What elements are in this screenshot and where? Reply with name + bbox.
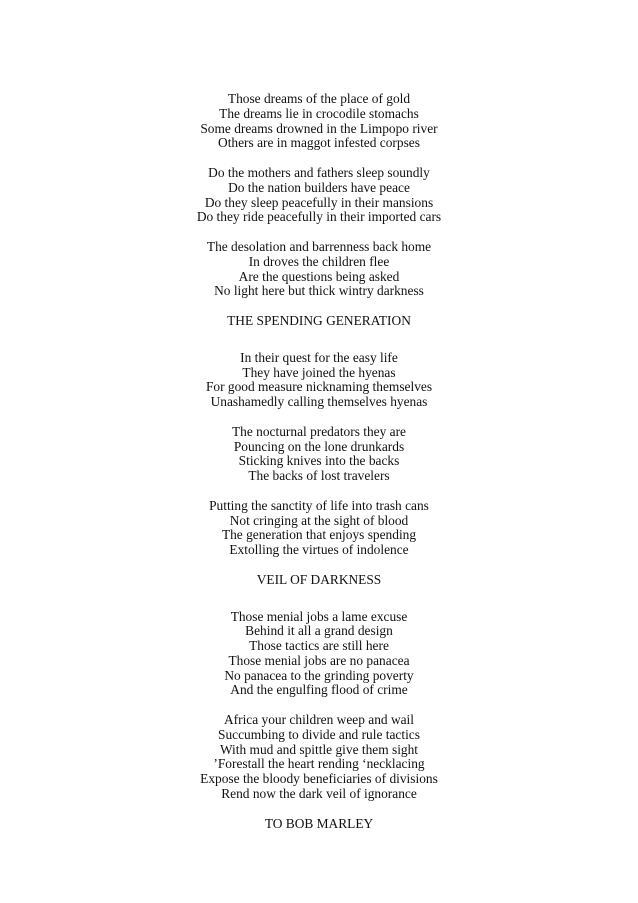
stanza <box>0 499 638 558</box>
poem-line: Those dreams of the place of gold <box>227 91 411 106</box>
poem-line: Do they sleep peacefully in their mansions <box>204 194 434 210</box>
poem-line: The nocturnal predators they are <box>232 423 406 439</box>
poem-line: No light here but thick wintry darkness <box>214 283 424 299</box>
poem-line: They have joined the hyenas <box>242 364 396 380</box>
poem-title: THE SPENDING GENERATION <box>227 312 411 328</box>
poem-column <box>0 92 638 853</box>
poem-line: The desolation and barrenness back home <box>206 238 432 254</box>
poem-line: The backs of lost travelers <box>248 468 390 484</box>
poem-line: Do the nation builders have peace <box>228 179 410 195</box>
poem-line: Africa your children weep and wail <box>224 712 414 728</box>
poem-title: TO BOB MARLEY <box>264 815 374 831</box>
poem-line: Succumbing to divide and rule tactics <box>218 726 420 742</box>
poem-line: Others are in maggot infested corpses <box>218 135 420 151</box>
poem-line: Those menial jobs a lame excuse <box>230 608 408 624</box>
stanza <box>0 240 638 299</box>
poem-line: For good measure nicknaming themselves <box>205 379 433 395</box>
poem-line: Unashamedly calling themselves hyenas <box>210 394 428 410</box>
poem-line: Rend now the dark veil of ignorance <box>221 786 417 802</box>
poem-line: Sticking knives into the backs <box>238 453 400 469</box>
stanza <box>0 610 638 699</box>
poem-line: Not cringing at the sight of blood <box>229 512 409 528</box>
poem-line: And the engulfing flood of crime <box>230 682 408 698</box>
poem-line: Those menial jobs are no panacea <box>228 652 410 668</box>
poem-line: With mud and spittle give them sight <box>219 741 419 757</box>
poem-line: Pouncing on the lone drunkards <box>233 438 405 454</box>
poem-line: The dreams lie in crocodile stomachs <box>219 105 419 121</box>
poem-line: Extolling the virtues of indolence <box>229 542 409 558</box>
poem-title: VEIL OF DARKNESS <box>256 571 382 587</box>
poem-line: Do the mothers and fathers sleep soundly <box>208 164 430 180</box>
stanza <box>0 351 638 410</box>
poem-line: The generation that enjoys spending <box>221 527 417 543</box>
poem-line: Some dreams drowned in the Limpopo river <box>200 120 438 136</box>
stanza <box>0 425 638 484</box>
poem-line: Those tactics are still here <box>249 638 389 654</box>
poem-line: Do they ride peacefully in their imported cars <box>196 209 442 225</box>
stanza <box>0 92 638 151</box>
poem-line: In droves the children flee <box>248 253 390 269</box>
poem-line: No panacea to the grinding poverty <box>224 667 414 683</box>
poem-line: Putting the sanctity of life into trash cans <box>209 497 429 513</box>
poem-line: Expose the bloody beneficiaries of divisions <box>200 771 438 787</box>
stanza <box>0 166 638 225</box>
poem-line: Behind it all a grand design <box>245 623 393 639</box>
poem-line: ’Forestall the heart rending ‘necklacing <box>213 756 425 772</box>
stanza <box>0 713 638 802</box>
poem-line: Are the questions being asked <box>238 268 400 284</box>
poem-line: In their quest for the easy life <box>240 349 398 365</box>
